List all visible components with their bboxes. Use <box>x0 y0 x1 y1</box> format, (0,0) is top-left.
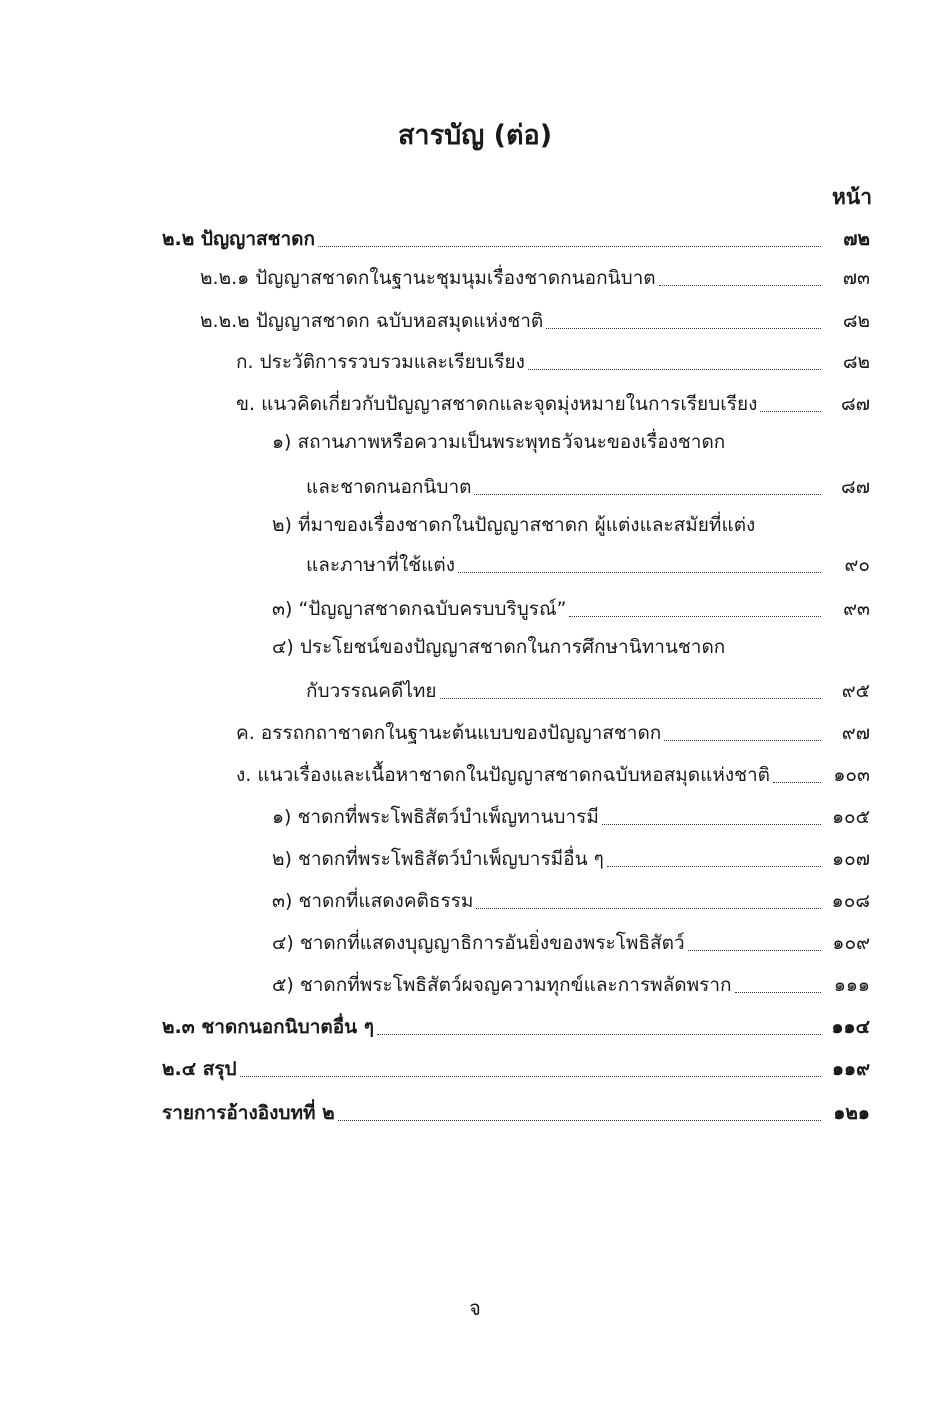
page-column-label: หน้า <box>832 185 872 209</box>
leader-dots <box>659 285 821 286</box>
toc-entry-label-line1: ๒) ที่มาของเรื่องชาดกในปัญญาสชาดก ผู้แต่งและสมัยที่แต่ง <box>272 514 756 536</box>
toc-entry[interactable] <box>200 259 870 293</box>
toc-entry-page: ๑๒๑ <box>833 1102 870 1124</box>
toc-entry[interactable] <box>272 590 870 624</box>
toc-entry-label: ๒.๔ สรุป <box>162 1058 237 1080</box>
toc-entry-page: ๘๗ <box>841 476 870 498</box>
toc-entry-page: ๑๑๙ <box>831 1058 870 1080</box>
toc-entry-page: ๘๗ <box>841 393 870 415</box>
toc-entry-page: ๑๑๑ <box>833 974 870 996</box>
toc-entry[interactable] <box>272 924 870 958</box>
toc-entry-page: ๙๓ <box>843 598 870 620</box>
toc-entry[interactable] <box>236 385 870 419</box>
leader-dots <box>458 572 821 573</box>
leader-dots <box>664 740 821 741</box>
toc-entry-label: กับวรรณคดีไทย <box>306 680 437 702</box>
toc-entry-label-line1: ๑) สถานภาพหรือความเป็นพระพุทธวัจนะของเรื่องชาดก <box>272 431 726 453</box>
toc-entry[interactable] <box>236 714 870 748</box>
toc-entry-page: ๑๑๔ <box>831 1016 870 1038</box>
toc-entry-label: ๓) “ปัญญาสชาดกฉบับครบบริบูรณ์” <box>272 598 567 620</box>
leader-dots <box>240 1076 821 1077</box>
toc-entry[interactable] <box>162 220 870 254</box>
toc-entry[interactable] <box>236 343 870 377</box>
toc-entry-page: ๙๕ <box>841 680 870 702</box>
toc-entry-label: ๑) ชาดกที่พระโพธิสัตว์บำเพ็ญทานบารมี <box>272 806 599 828</box>
leader-dots <box>602 824 821 825</box>
toc-entry-page: ๘๒ <box>842 351 870 373</box>
toc-entry-label-line1: ๔) ประโยชน์ของปัญญาสชาดกในการศึกษานิทานชาดก <box>272 636 726 658</box>
toc-entry[interactable] <box>272 798 870 832</box>
toc-entry[interactable] <box>272 882 870 916</box>
toc-entry-page: ๙๗ <box>841 722 870 744</box>
toc-entry-page: ๑๐๓ <box>833 764 870 786</box>
leader-dots <box>377 1034 821 1035</box>
toc-entry[interactable] <box>200 302 870 336</box>
leader-dots <box>688 950 821 951</box>
toc-entry-label: รายการอ้างอิงบทที่ ๒ <box>162 1102 335 1124</box>
leader-dots <box>528 369 821 370</box>
leader-dots <box>569 616 821 617</box>
leader-dots <box>607 866 821 867</box>
toc-entry-label: ๒.๓ ชาดกนอกนิบาตอื่น ๆ <box>162 1016 374 1038</box>
toc-entry-label: ๒.๒ ปัญญาสชาดก <box>162 228 315 250</box>
toc-entry-label: ค. อรรถกถาชาดกในฐานะต้นแบบของปัญญาสชาดก <box>236 722 662 744</box>
leader-dots <box>760 411 821 412</box>
toc-entry-label: ๒.๒.๒ ปัญญาสชาดก ฉบับหอสมุดแห่งชาติ <box>200 310 544 332</box>
toc-entry-label: ก. ประวัติการรวบรวมและเรียบเรียง <box>236 351 525 373</box>
toc-entry-label: ง. แนวเรื่องและเนื้อหาชาดกในปัญญาสชาดกฉบับหอสมุดแห่งชาติ <box>236 764 771 786</box>
toc-entry[interactable] <box>306 468 870 502</box>
toc-entry-label: ๕) ชาดกที่พระโพธิสัตว์ผจญความทุกข์และการพลัดพราก <box>272 974 732 996</box>
toc-entry[interactable] <box>162 1094 870 1128</box>
toc-entry-label: ข. แนวคิดเกี่ยวกับปัญญาสชาดกและจุดมุ่งหมายในการเรียบเรียง <box>236 393 758 415</box>
toc-entry-page: ๙๐ <box>844 554 870 576</box>
toc-entry-page: ๑๐๘ <box>831 890 870 912</box>
toc-entry-page: ๑๐๙ <box>832 932 870 954</box>
toc-entry[interactable] <box>162 1008 870 1042</box>
toc-entry-page: ๘๒ <box>842 310 870 332</box>
toc-entry-label: และชาดกนอกนิบาต <box>306 476 472 498</box>
page-number: จ <box>469 1296 481 1320</box>
toc-entry[interactable] <box>306 546 870 580</box>
toc-entry[interactable] <box>272 966 870 1000</box>
toc-entry-page: ๑๐๗ <box>832 848 870 870</box>
toc-entry-label: ๒.๒.๑ ปัญญาสชาดกในฐานะชุมนุมเรื่องชาดกนอกนิบาต <box>200 267 656 289</box>
toc-entry[interactable] <box>306 672 870 706</box>
leader-dots <box>773 782 821 783</box>
leader-dots <box>546 328 821 329</box>
leader-dots <box>474 494 821 495</box>
leader-dots <box>476 908 821 909</box>
toc-entry-page: ๗๒ <box>843 228 870 250</box>
leader-dots <box>338 1120 821 1121</box>
page-title: สารบัญ (ต่อ) <box>397 120 553 151</box>
toc-entry[interactable] <box>272 840 870 874</box>
toc-entry-label: ๔) ชาดกที่แสดงบุญญาธิการอันยิ่งของพระโพธิสัตว์ <box>272 932 685 954</box>
toc-entry-label: ๓) ชาดกที่แสดงคติธรรม <box>272 890 474 912</box>
toc-entry-page: ๑๐๕ <box>831 806 870 828</box>
toc-entry[interactable] <box>236 756 870 790</box>
leader-dots <box>735 992 821 993</box>
toc-entry-label: และภาษาที่ใช้แต่ง <box>306 554 456 576</box>
toc-entry-page: ๗๓ <box>842 267 870 289</box>
leader-dots <box>440 698 821 699</box>
toc-entry[interactable] <box>162 1050 870 1084</box>
leader-dots <box>318 246 821 247</box>
toc-entry-label: ๒) ชาดกที่พระโพธิสัตว์บำเพ็ญบารมีอื่น ๆ <box>272 848 604 870</box>
